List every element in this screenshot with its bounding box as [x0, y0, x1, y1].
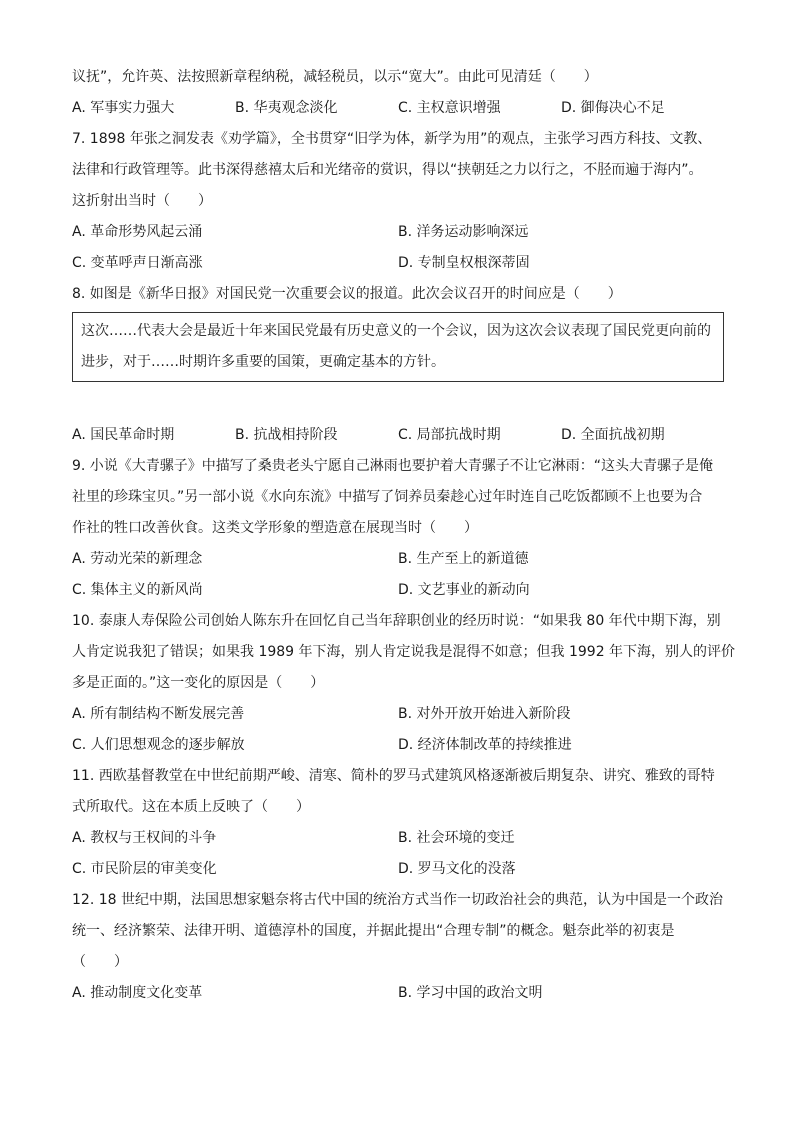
q9-stem-line-3: 作社的牲口改善伙食。这类文学形象的塑造意在展现当时（ ） [72, 520, 478, 536]
q9-stem-line-1: 9. 小说《大青骡子》中描写了桑贵老头宁愿自己淋雨也要护着大青骡子不让它淋雨：“这头大青骡子是俺 [72, 458, 714, 474]
q6-option-d[interactable]: D. 御侮决心不足 [561, 100, 665, 116]
q6-stem-continuation: 议抚”，允许英、法按照新章程纳税，减轻税员，以示“宽大”。由此可见清廷（ ） [72, 69, 598, 85]
q7-options-row-1 [72, 217, 724, 248]
q8-quote-line-1: 这次……代表大会是最近十年来国民党最有历史意义的一个会议，因为这次会议表现了国民党更向前的 [81, 323, 711, 339]
q10-option-d[interactable]: D. 经济体制改革的持续推进 [398, 737, 572, 753]
q11-options-row-1 [72, 823, 724, 854]
q12-stem-line-1: 12. 18 世纪中期，法国思想家魁奈将古代中国的统治方式当作一切政治社会的典范，认为中国是一个政治 [72, 892, 723, 908]
q12-stem-line-3: （ ） [72, 954, 128, 970]
q7-option-a[interactable]: A. 革命形势风起云涌 [72, 224, 203, 240]
q11-options-row-2 [72, 854, 724, 885]
q10-stem-line-1: 10. 泰康人寿保险公司创始人陈东升在回忆自己当年辞职创业的经历时说：“如果我 80 年代中期下海，别 [72, 613, 721, 629]
q6-option-c[interactable]: C. 主权意识增强 [398, 100, 501, 116]
q11-option-b[interactable]: B. 社会环境的变迁 [398, 830, 515, 846]
q8-option-c[interactable]: C. 局部抗战时期 [398, 427, 501, 443]
q10-options-row-1 [72, 699, 724, 730]
q10-stem-line-2: 人肯定说我犯了错误；如果我 1989 年下海，别人肯定说我是混得不如意；但我 1992 年下海，别人的评价 [72, 644, 736, 660]
q6-option-a[interactable]: A. 军事实力强大 [72, 100, 175, 116]
q8-spacer [72, 384, 724, 420]
q11-option-a[interactable]: A. 教权与王权间的斗争 [72, 830, 217, 846]
q8-option-b[interactable]: B. 抗战相持阶段 [235, 427, 338, 443]
q7-stem-line-3: 这折射出当时（ ） [72, 193, 212, 209]
q7-option-c[interactable]: C. 变革呼声日渐高涨 [72, 255, 203, 271]
q9-stem-line-2: 社里的珍珠宝贝。”另一部小说《水向东流》中描写了饲养员秦趁心过年时连自己吃饭都顾不上也要为合 [72, 489, 703, 505]
q10-options-row-2 [72, 730, 724, 761]
q8-options [72, 420, 724, 451]
q7-option-d[interactable]: D. 专制皇权根深蒂固 [398, 255, 530, 271]
q8-option-d[interactable]: D. 全面抗战初期 [561, 427, 665, 443]
q8-option-a[interactable]: A. 国民革命时期 [72, 427, 175, 443]
q9-options-row-2 [72, 575, 724, 606]
q6-option-b[interactable]: B. 华夷观念淡化 [235, 100, 338, 116]
q11-stem-line-1: 11. 西欧基督教堂在中世纪前期严峻、清寒、简朴的罗马式建筑风格逐渐被后期复杂、讲究、雅致的哥特 [72, 768, 715, 784]
q9-option-c[interactable]: C. 集体主义的新风尚 [72, 582, 203, 598]
q7-stem-line-1: 7. 1898 年张之洞发表《劝学篇》，全书贯穿“旧学为体，新学为用”的观点，主张学习西方科技、文教、 [72, 131, 712, 147]
exam-page [72, 62, 736, 1009]
q10-option-c[interactable]: C. 人们思想观念的逐步解放 [72, 737, 245, 753]
q7-stem-line-2: 法律和行政管理等。此书深得慈禧太后和光绪帝的赏识，得以“挟朝廷之力以行之，不胫而遍于海内”。 [72, 162, 703, 178]
q9-options-row-1 [72, 544, 724, 575]
q6-options [72, 93, 724, 124]
q9-option-a[interactable]: A. 劳动光荣的新理念 [72, 551, 203, 567]
q12-option-a[interactable]: A. 推动制度文化变革 [72, 985, 203, 1001]
q9-option-d[interactable]: D. 文艺事业的新动向 [398, 582, 530, 598]
q11-option-d[interactable]: D. 罗马文化的没落 [398, 861, 516, 877]
q7-options-row-2 [72, 248, 724, 279]
q10-option-a[interactable]: A. 所有制结构不断发展完善 [72, 706, 245, 722]
q11-option-c[interactable]: C. 市民阶层的审美变化 [72, 861, 217, 877]
q8-quote-box [72, 312, 724, 382]
q10-option-b[interactable]: B. 对外开放开始进入新阶段 [398, 706, 571, 722]
q8-stem: 8. 如图是《新华日报》对国民党一次重要会议的报道。此次会议召开的时间应是（ ） [72, 286, 622, 302]
q12-option-b[interactable]: B. 学习中国的政治文明 [398, 985, 543, 1001]
q10-stem-line-3: 多是正面的。”这一变化的原因是（ ） [72, 675, 325, 691]
q11-stem-line-2: 式所取代。这在本质上反映了（ ） [72, 799, 310, 815]
q8-quote-line-2: 进步，对于……时期许多重要的国策，更确定基本的方针。 [81, 354, 445, 370]
q12-stem-line-2: 统一、经济繁荣、法律开明、道德淳朴的国度，并据此提出“合理专制”的概念。魁奈此举的初衷是 [72, 923, 675, 939]
q12-options-row-1 [72, 978, 724, 1009]
q9-option-b[interactable]: B. 生产至上的新道德 [398, 551, 529, 567]
q7-option-b[interactable]: B. 洋务运动影响深远 [398, 224, 529, 240]
